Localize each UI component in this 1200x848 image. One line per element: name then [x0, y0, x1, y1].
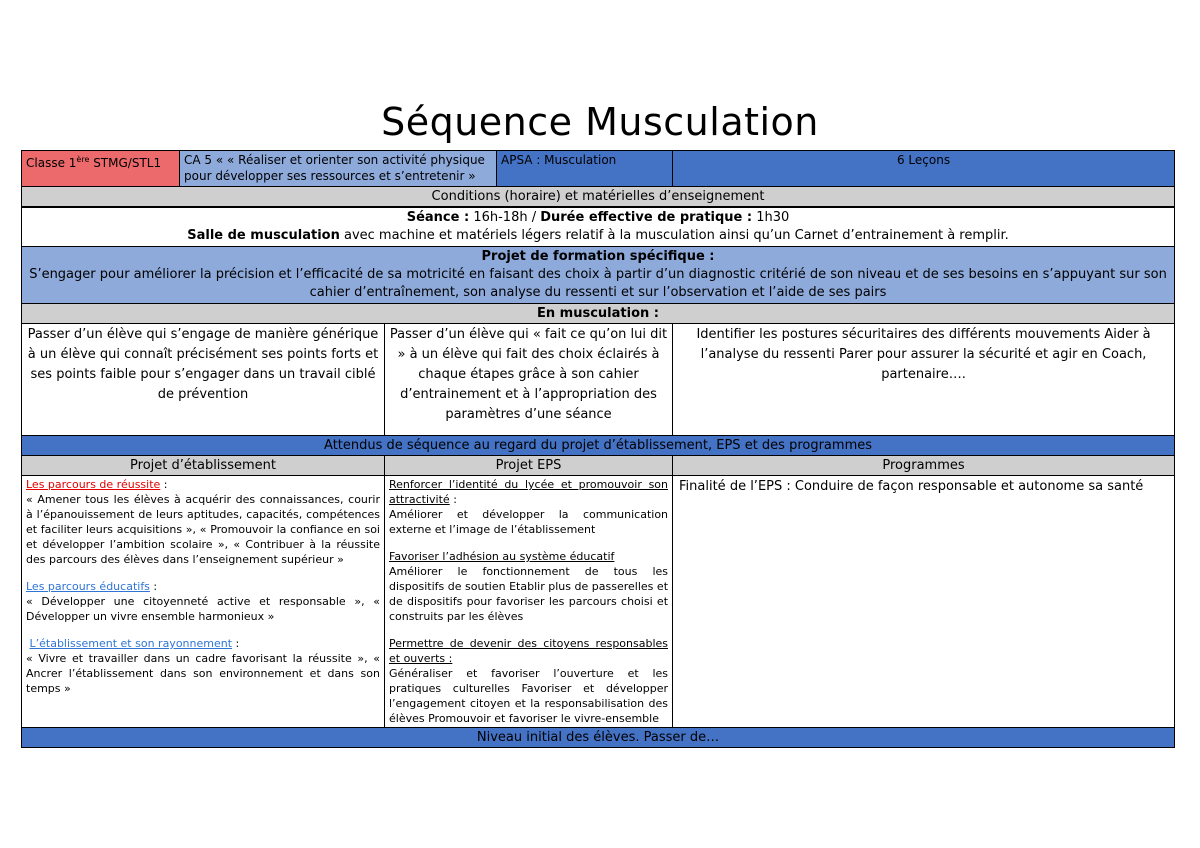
conditions-heading-row	[22, 187, 1175, 208]
musculation-heading: En musculation :	[22, 304, 1175, 324]
niveau-cell: Niveau initial des élèves. Passer de…	[22, 728, 1175, 748]
sequence-table	[21, 150, 1175, 748]
niveau-row	[22, 728, 1175, 748]
musculation-heading-row	[22, 304, 1175, 324]
classe-cell: Classe 1ère STMG/STL1	[22, 151, 180, 187]
ca-cell: CA 5 « « Réaliser et orienter son activité physique pour développer ses ressources et s’entretenir »	[180, 151, 497, 187]
attendus-content-row	[22, 476, 1175, 728]
apsa-cell: APSA : Musculation	[497, 151, 673, 187]
etablissement-cell: Les parcours de réussite : « Amener tous les élèves à acquérir des connaissances, courir à l’épanouissement de leurs aptitudes, capacités, compétences et faciliter leurs acquisitions », « Promouvoir la confiance en soi et développer l’ambition scolaire », « Contribuer à la réussite des parcours des élèves dans l’enseignement supérieur » Les parcours éducatifs : « Développer une citoyenneté active et responsable », « Développer un vivre ensemble harmonieux » L’établissement et son rayonnement : « Vivre et travailler dans un cadre favorisant la réussite », « Ancrer l’établissement dans son environnement et dans son temps »	[22, 476, 385, 728]
conditions-heading: Conditions (horaire) et matérielles d’enseignement	[22, 187, 1175, 208]
conditions-row	[22, 207, 1175, 247]
col-header-programmes: Programmes	[673, 456, 1175, 476]
musculation-col1: Passer d’un élève qui s’engage de manière générique à un élève qui connaît précisément ses points forts et ses points faible pour s’engager dans un travail ciblé de prévention	[22, 324, 385, 436]
musculation-col2: Passer d’un élève qui « fait ce qu’on lui dit » à un élève qui fait des choix éclairés à chaque étapes grâce à son cahier d’entrainement et à l’appropriation des paramètres d’une séance	[385, 324, 673, 436]
attendus-heading: Attendus de séquence au regard du projet d’établissement, EPS et des programmes	[22, 436, 1175, 456]
projet-formation-cell: Projet de formation spécifique : S’engager pour améliorer la précision et l’efficacité de sa motricité en faisant des choix à partir d’un diagnostic critérié de son niveau et de ses besoins en s’appuyant sur son cahier d’entraînement, son analyse du ressenti et sur l’observation et l’aide de ses pairs	[22, 247, 1175, 304]
projet-eps-cell: Renforcer l’identité du lycée et promouvoir son attractivité : Améliorer et développer la communication externe et l’image de l’établissement Favoriser l’adhésion au système éducatif Améliorer le fonctionnement de tous les dispositifs de soutien Etablir plus de passerelles et de dispositifs pour favoriser les parcours choisi et construits par les élèves Permettre de devenir des citoyens responsables et ouverts : Généraliser et favoriser l’ouverture et les pratiques culturelles Favoriser et développer l’engagement citoyen et la responsabilisation des élèves Promouvoir et favoriser le vivre-ensemble	[385, 476, 673, 728]
musculation-col3: Identifier les postures sécuritaires des différents mouvements Aider à l’analyse du ressenti Parer pour assurer la sécurité et agir en Coach, partenaire….	[673, 324, 1175, 436]
attendus-heading-row	[22, 436, 1175, 456]
header-row	[22, 151, 1175, 187]
musculation-row	[22, 324, 1175, 436]
attendus-col-headers	[22, 456, 1175, 476]
col-header-etablissement: Projet d’établissement	[22, 456, 385, 476]
page-title: Séquence Musculation	[381, 100, 819, 144]
programmes-cell: Finalité de l’EPS : Conduire de façon responsable et autonome sa santé	[673, 476, 1175, 728]
projet-formation-row	[22, 247, 1175, 304]
lecons-cell: 6 Leçons	[673, 151, 1175, 187]
col-header-eps: Projet EPS	[385, 456, 673, 476]
conditions-cell: Séance : 16h-18h / Durée effective de pratique : 1h30 Salle de musculation avec machine et matériels légers relatif à la musculation ainsi qu’un Carnet d’entrainement à remplir.	[22, 207, 1175, 247]
